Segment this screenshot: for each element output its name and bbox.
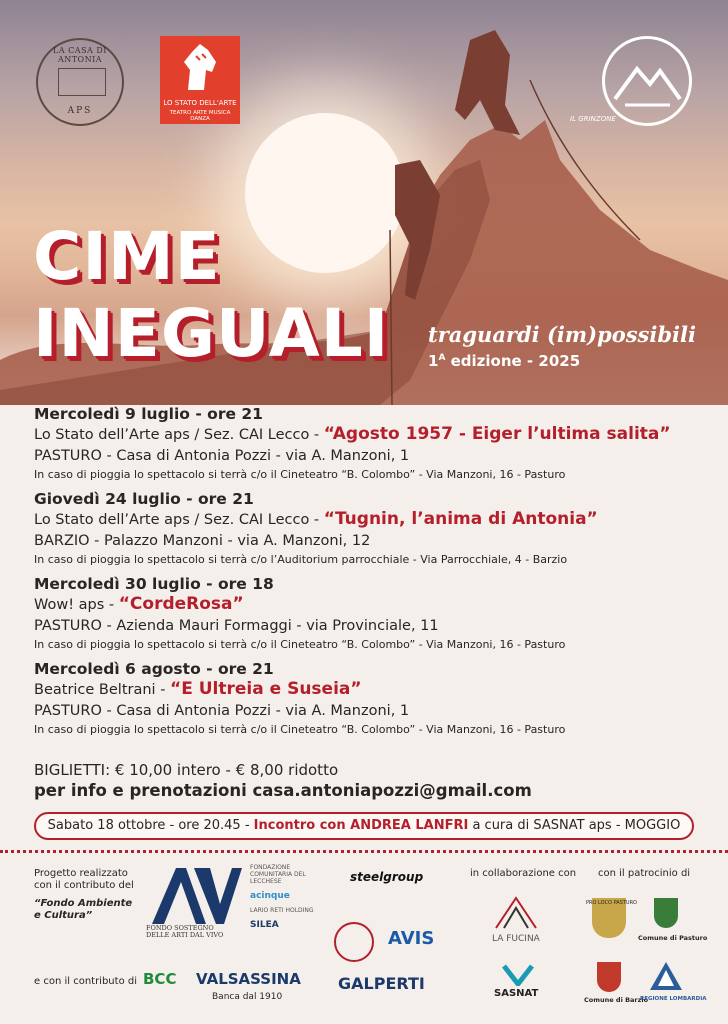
subtitle: traguardi (im)possibili bbox=[428, 322, 696, 347]
event-show-title: “E Ultreia e Suseia” bbox=[170, 679, 362, 699]
edition-rest: edizione - 2025 bbox=[445, 352, 581, 370]
event-organizer: Wow! aps - bbox=[34, 597, 119, 613]
valsassina-logo: VALSASSINA bbox=[196, 970, 301, 988]
hero-image bbox=[0, 0, 728, 405]
divider bbox=[0, 850, 728, 853]
event-place: PASTURO - Casa di Antonia Pozzi - via A. Manzoni, 1 bbox=[34, 448, 410, 464]
sasnat-icon bbox=[502, 964, 534, 986]
event-organizer: Lo Stato dell’Arte aps / Sez. CAI Lecco - bbox=[34, 512, 324, 528]
climber-top bbox=[455, 30, 520, 135]
banner-date: Sabato 18 ottobre - ore 20.45 - bbox=[47, 818, 254, 833]
info-contact: per info e prenotazioni casa.antoniapozzi@gmail.com bbox=[34, 781, 532, 800]
steelgroup-logo: steelgroup bbox=[350, 870, 424, 884]
stato-logo-sub: TEATRO ARTE MUSICA DANZA bbox=[169, 110, 231, 122]
event-date: Mercoledì 9 luglio - ore 21 bbox=[34, 405, 263, 423]
lombardia-label: REGIONE LOMBARDIA bbox=[640, 996, 707, 1002]
title-line-1: CIME bbox=[33, 218, 221, 295]
event-place: PASTURO - Casa di Antonia Pozzi - via A. Manzoni, 1 bbox=[34, 703, 410, 719]
tickets-price: BIGLIETTI: € 10,00 intero - € 8,00 ridotto bbox=[34, 761, 339, 779]
casa-logo-text: LA CASA DI ANTONIA bbox=[53, 46, 107, 64]
event-rain-note: In caso di pioggia lo spettacolo si terrà c/o il Cineteatro “B. Colombo” - Via Manzoni, 16 - Pasturo bbox=[34, 468, 566, 481]
sponsor-fondazione: FONDAZIONE COMUNITARIA DEL LECCHESE bbox=[250, 864, 306, 885]
event-item bbox=[34, 574, 724, 653]
fucina-icon bbox=[492, 894, 540, 930]
fondo-logo-text: FONDO SOSTEGNO DELLE ARTI DAL VIVO bbox=[146, 924, 224, 939]
event-date: Giovedì 24 luglio - ore 21 bbox=[34, 490, 254, 508]
banner-event: Incontro con ANDREA LANFRI bbox=[253, 818, 469, 833]
banner-organizer: a cura di SASNAT aps - MOGGIO bbox=[468, 818, 681, 833]
fund-name: “Fondo Ambiente e Cultura” bbox=[34, 898, 133, 921]
avis-logo: AVIS bbox=[388, 928, 435, 949]
event-place: BARZIO - Palazzo Manzoni - via A. Manzoni, 12 bbox=[34, 533, 371, 549]
barzio-crest-icon bbox=[597, 962, 621, 992]
mountain-icon bbox=[605, 39, 689, 123]
contrib-note: e con il contributo di bbox=[34, 976, 137, 987]
stato-logo-name: LO STATO DELL'ARTE bbox=[163, 99, 237, 107]
sponsor-seal-icon bbox=[334, 922, 374, 962]
edition bbox=[428, 352, 580, 370]
project-note: Progetto realizzato con il contributo del bbox=[34, 868, 134, 891]
edition-sup: A bbox=[438, 353, 446, 363]
events-list bbox=[34, 404, 724, 744]
event-organizer: Beatrice Beltrani - bbox=[34, 682, 171, 698]
sponsor-lario: LARIO RETI HOLDING bbox=[250, 907, 314, 914]
event-show-title: “Agosto 1957 - Eiger l’ultima salita” bbox=[323, 424, 671, 444]
grinzone-logo bbox=[602, 36, 692, 126]
patronage-note: con il patrocinio di bbox=[598, 868, 691, 879]
edition-number: 1 bbox=[428, 352, 439, 370]
event-show-title: “CordeRosa” bbox=[118, 594, 244, 614]
event-show-title: “Tugnin, l’anima di Antonia” bbox=[323, 509, 598, 529]
pasturo-label: Comune di Pasturo bbox=[638, 934, 708, 942]
event-rain-note: In caso di pioggia lo spettacolo si terrà c/o il Cineteatro “B. Colombo” - Via Manzoni, 16 - Pasturo bbox=[34, 723, 566, 736]
banca-label: Banca dal 1910 bbox=[212, 992, 283, 1002]
proloco-label: PRO LOCO PASTURO bbox=[586, 900, 637, 906]
casa-logo-sub: APS bbox=[67, 106, 93, 116]
lombardia-icon bbox=[648, 960, 684, 992]
sasnat-logo: SASNAT bbox=[494, 988, 539, 999]
bcc-logo: BCC bbox=[143, 970, 177, 988]
collab-note: in collaborazione con bbox=[470, 868, 577, 879]
event-rain-note: In caso di pioggia lo spettacolo si terrà c/o il Cineteatro “B. Colombo” - Via Manzoni, 16 - Pasturo bbox=[34, 638, 566, 651]
event-item bbox=[34, 659, 724, 738]
pasturo-crest-icon bbox=[654, 898, 678, 928]
sponsor-column bbox=[250, 864, 330, 936]
horse-icon bbox=[178, 42, 222, 92]
house-icon bbox=[58, 68, 106, 96]
event-place: PASTURO - Azienda Mauri Formaggi - via Provinciale, 11 bbox=[34, 618, 439, 634]
event-date: Mercoledì 6 agosto - ore 21 bbox=[34, 660, 274, 678]
barzio-label: Comune di Barzio bbox=[584, 996, 649, 1004]
stato-arte-logo bbox=[160, 36, 240, 124]
special-event-banner bbox=[34, 812, 694, 840]
event-date: Mercoledì 30 luglio - ore 18 bbox=[34, 575, 274, 593]
title-line-2: INEGUALI bbox=[33, 295, 390, 372]
casa-antonia-logo bbox=[36, 38, 124, 126]
sponsor-acinque: acinque bbox=[250, 891, 290, 901]
sponsor-silea: SILEA bbox=[250, 920, 279, 930]
event-item bbox=[34, 489, 724, 568]
event-item bbox=[34, 404, 724, 483]
event-rain-note: In caso di pioggia lo spettacolo si terrà c/o l’Auditorium parrocchiale - Via Parrocchiale, 4 - Barzio bbox=[34, 553, 568, 566]
grinzone-label: IL GRINZONE bbox=[570, 115, 616, 123]
galperti-logo: GALPERTI bbox=[338, 974, 425, 993]
event-organizer: Lo Stato dell’Arte aps / Sez. CAI Lecco - bbox=[34, 427, 324, 443]
fucina-logo: LA FUCINA bbox=[492, 934, 540, 944]
